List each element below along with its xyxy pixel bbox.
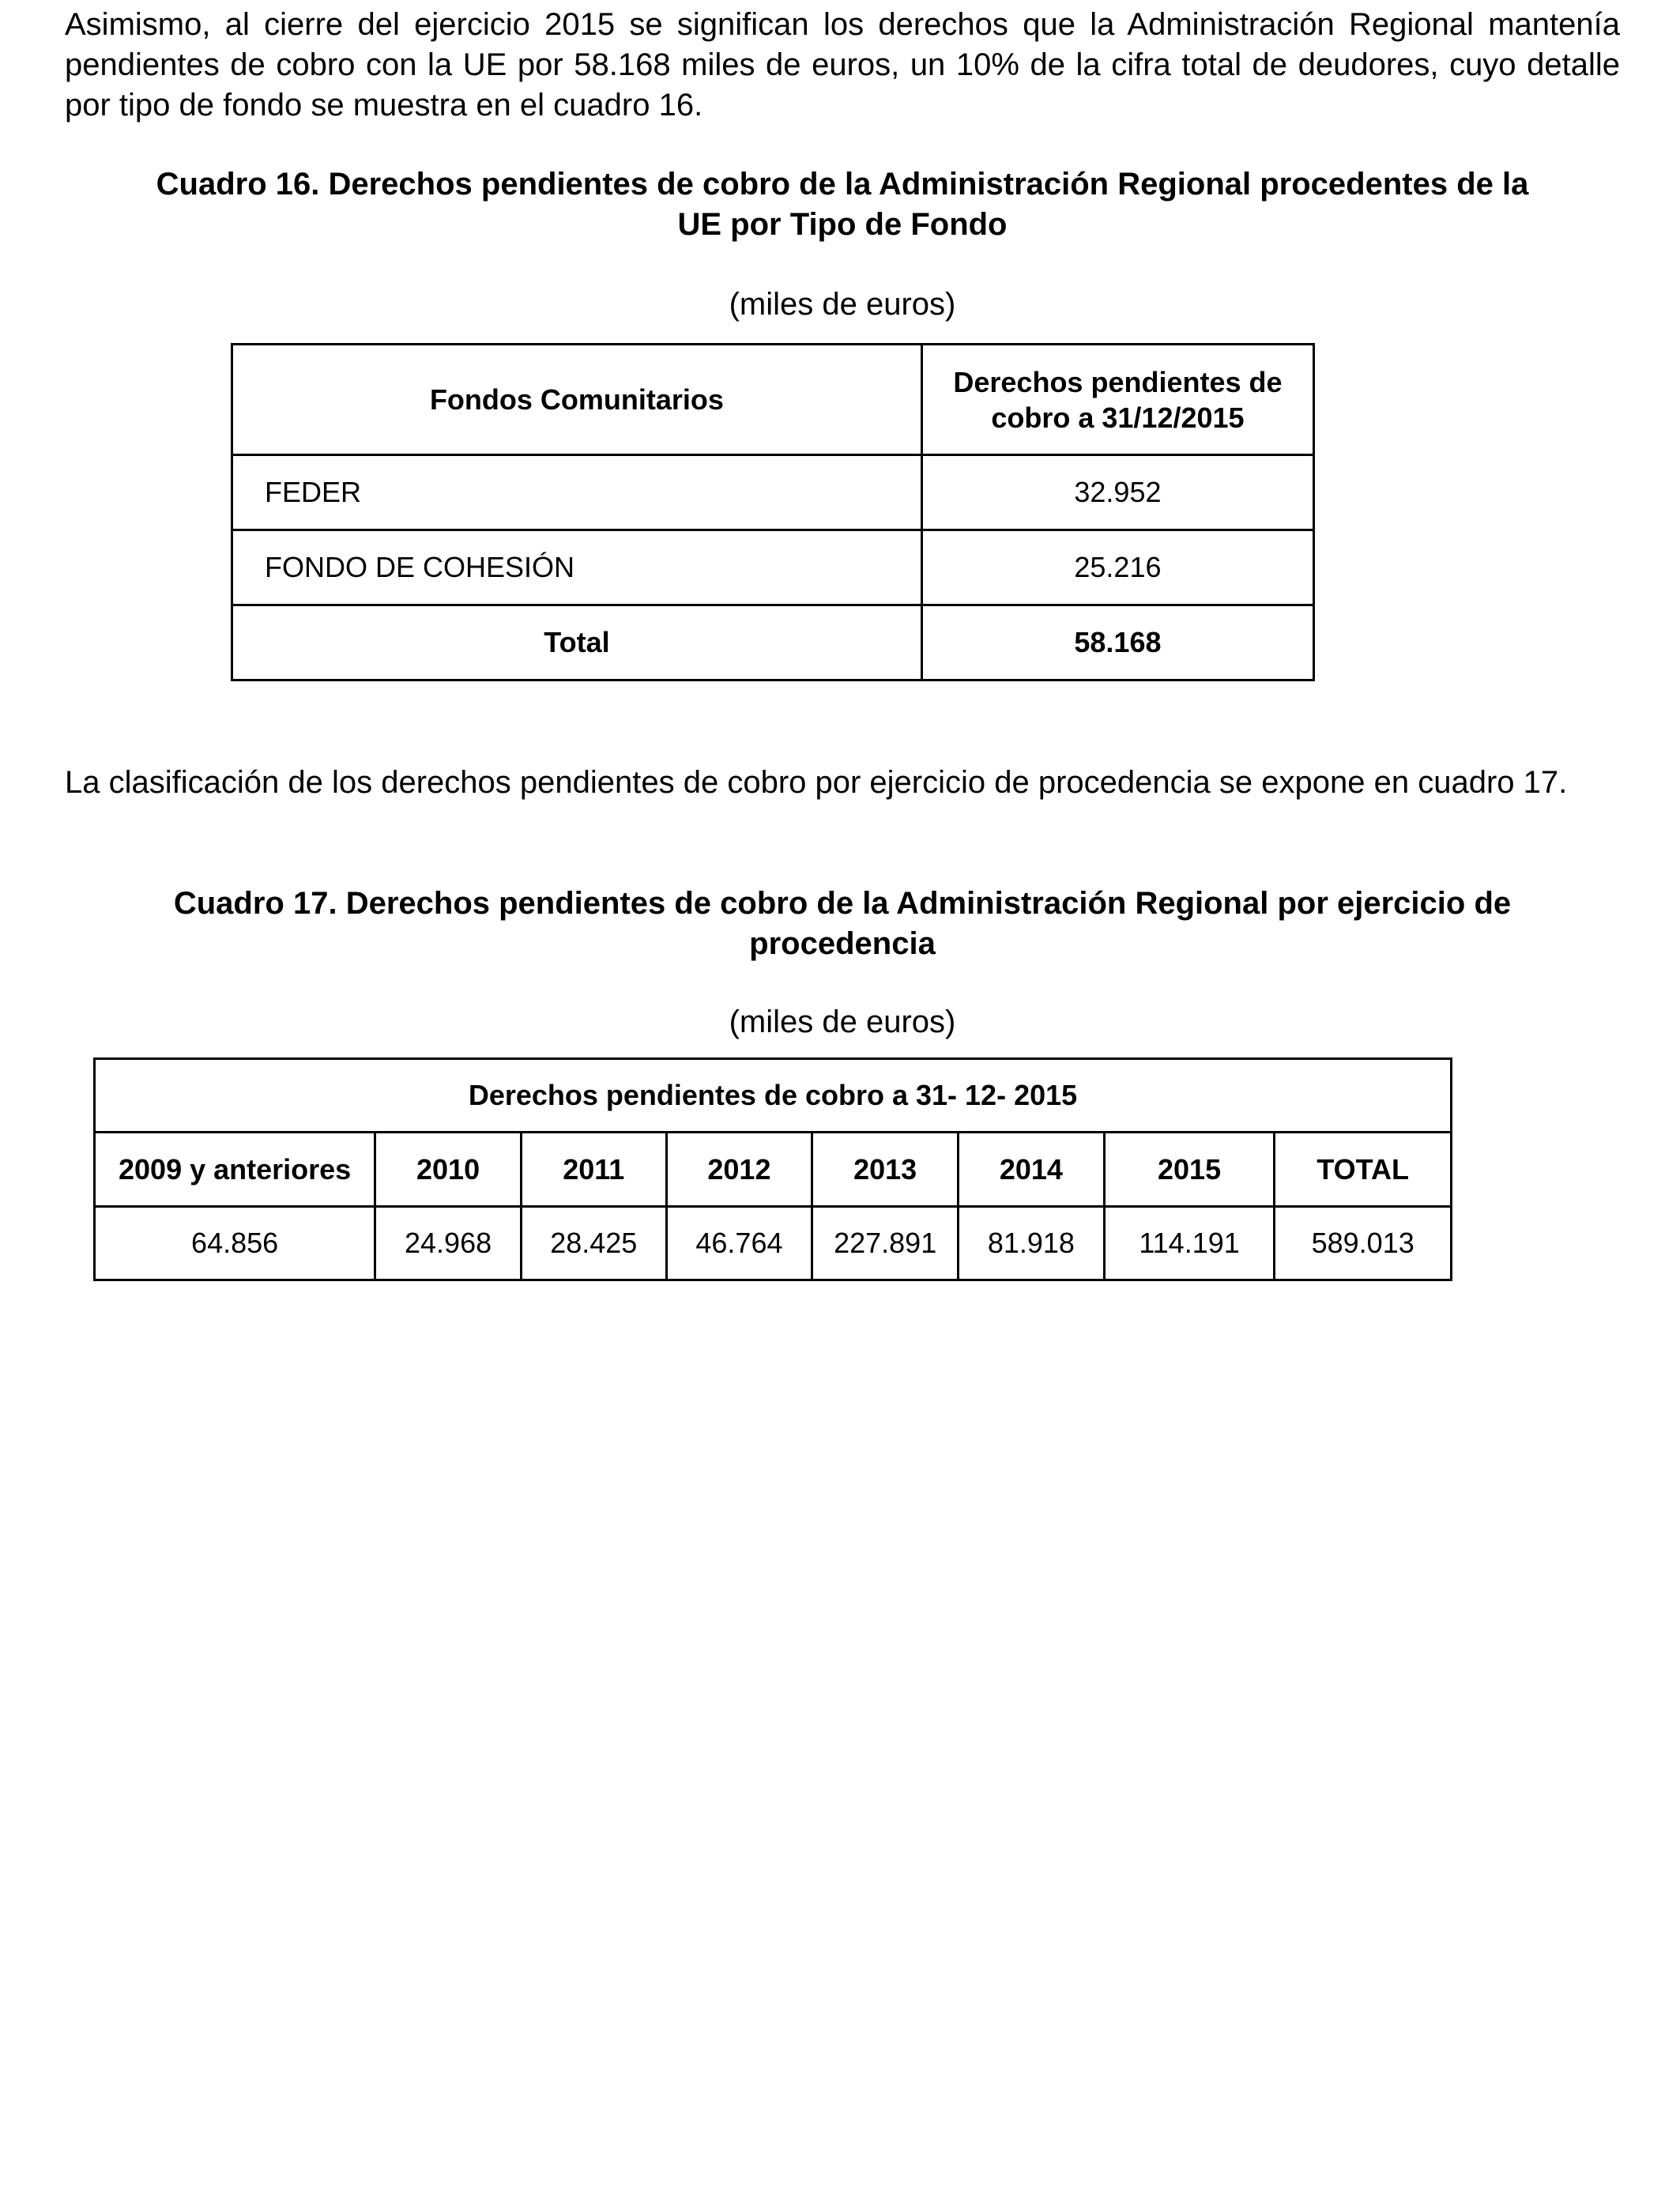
cuadro16-caption-line1: Cuadro 16. Derechos pendientes de cobro de la Administración Regional procedentes de la	[156, 167, 1529, 202]
span-header: Derechos pendientes de cobro a 31- 12- 2015	[95, 1059, 1452, 1133]
table-row	[232, 455, 1314, 530]
value-2009-anteriores: 64.856	[95, 1207, 375, 1280]
value-2010: 24.968	[375, 1207, 522, 1280]
col-header-2009-anteriores: 2009 y anteriores	[95, 1133, 375, 1207]
table-row	[95, 1207, 1452, 1280]
value-2014: 81.918	[959, 1207, 1105, 1280]
header-derechos-line1: Derechos pendientes de	[953, 365, 1283, 398]
column-header-row	[95, 1133, 1452, 1207]
span-header-row	[95, 1059, 1452, 1133]
cuadro17-caption-line1: Cuadro 17. Derechos pendientes de cobro de la Administración Regional por ejercicio de	[173, 886, 1512, 921]
value-2013: 227.891	[812, 1207, 959, 1280]
row-label-feder: FEDER	[232, 455, 922, 530]
col-header-2011: 2011	[521, 1133, 666, 1207]
cuadro17-caption-line2: procedencia	[749, 926, 936, 961]
value-2015: 114.191	[1104, 1207, 1275, 1280]
row-value-feder: 32.952	[921, 455, 1313, 530]
col-header-2015: 2015	[1104, 1133, 1275, 1207]
row-label-fondo-cohesion: FONDO DE COHESIÓN	[232, 530, 922, 605]
table-header-row	[232, 345, 1314, 455]
header-fondos-comunitarios: Fondos Comunitarios	[232, 345, 922, 455]
value-total: 589.013	[1275, 1207, 1452, 1280]
header-derechos-pendientes	[921, 345, 1313, 455]
col-header-total: TOTAL	[1275, 1133, 1452, 1207]
cuadro16-caption-line2: UE por Tipo de Fondo	[677, 207, 1008, 242]
table-total-row	[232, 605, 1314, 680]
second-paragraph: La clasificación de los derechos pendientes de cobro por ejercicio de procedencia se expone en cuadro 17.	[65, 765, 1568, 800]
value-2011: 28.425	[521, 1207, 666, 1280]
header-derechos-line2: cobro a 31/12/2015	[991, 401, 1245, 434]
cuadro17-table	[93, 1057, 1452, 1281]
cuadro16-caption	[65, 164, 1620, 245]
cuadro17-caption	[65, 884, 1620, 964]
col-header-2012: 2012	[666, 1133, 812, 1207]
table-row	[232, 530, 1314, 605]
intro-paragraph: Asimismo, al cierre del ejercicio 2015 se significan los derechos que la Administración Regional mantenía pendientes de cobro con la UE por 58.168 miles de euros, un 10% de la cifra total de deudores, cuyo detalle por tipo de fondo se muestra en el cuadro 16.	[65, 7, 1620, 123]
row-value-fondo-cohesion: 25.216	[921, 530, 1313, 605]
col-header-2014: 2014	[959, 1133, 1105, 1207]
value-2012: 46.764	[666, 1207, 812, 1280]
total-label: Total	[232, 605, 922, 680]
col-header-2013: 2013	[812, 1133, 959, 1207]
cuadro16-units: (miles de euros)	[729, 287, 956, 322]
cuadro17-units: (miles de euros)	[729, 1005, 956, 1039]
total-value: 58.168	[921, 605, 1313, 680]
cuadro16-table	[231, 343, 1315, 681]
col-header-2010: 2010	[375, 1133, 522, 1207]
